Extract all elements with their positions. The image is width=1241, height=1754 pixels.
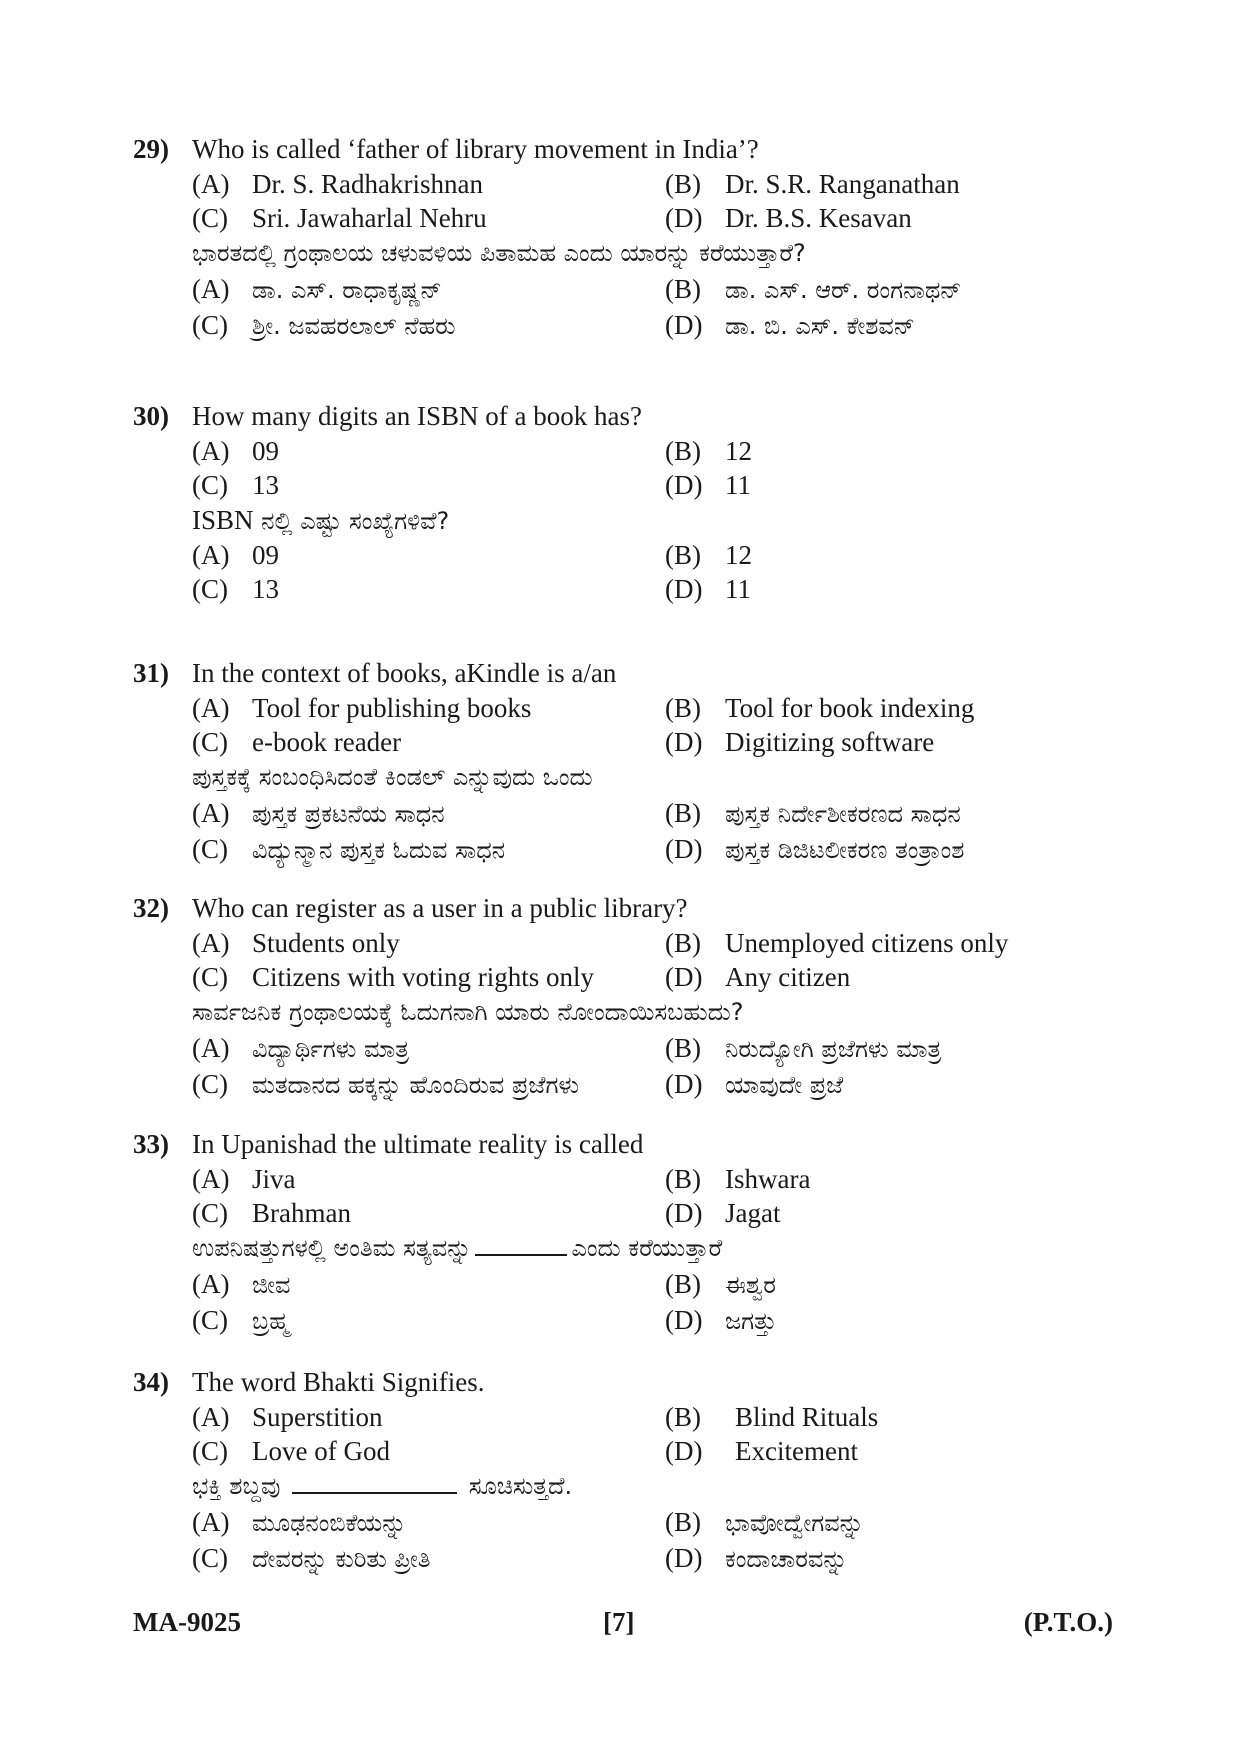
option-c: (C) Sri. Jawaharlal Nehru xyxy=(192,203,487,233)
option-a-kannada: (A) ಪುಸ್ತಕ ಪ್ರಕಟನೆಯ ಸಾಧನ xyxy=(192,798,445,828)
question-text: Who is called ‘father of library movement in India’? xyxy=(192,134,759,164)
option-a-kannada: (A) ಜೀವ xyxy=(192,1269,291,1299)
question-text: Who can register as a user in a public library? xyxy=(192,893,688,923)
question-text: How many digits an ISBN of a book has? xyxy=(192,401,642,431)
question-31 xyxy=(133,655,1133,867)
question-32 xyxy=(133,890,1133,1102)
question-text: In the context of books, aKindle is a/an xyxy=(192,658,617,688)
option-a: (A) 09 xyxy=(192,436,279,466)
question-text-kannada: ಭಾರತದಲ್ಲಿ ಗ್ರಂಥಾಲಯ ಚಳುವಳಿಯ ಪಿತಾಮಹ ಎಂದು ಯಾರನ್ನು ಕರೆಯುತ್ತಾರೆ? xyxy=(192,239,806,267)
option-c: (C) e-book reader xyxy=(192,727,402,757)
option-d: (D) 11 xyxy=(665,470,751,500)
option-d-kannada: (D) 11 xyxy=(665,574,751,604)
option-b-kannada: (B) ಭಾವೋದ್ವೇಗವನ್ನು xyxy=(665,1507,864,1537)
option-a-kannada: (A) ಡಾ. ಎಸ್. ರಾಧಾಕೃಷ್ಣನ್ xyxy=(192,274,442,304)
option-a: (A) Superstition xyxy=(192,1402,383,1432)
option-d-kannada: (D) ಕಂದಾಚಾರವನ್ನು xyxy=(665,1543,848,1573)
option-c-kannada: (C) ಬ್ರಹ್ಮ xyxy=(192,1305,290,1335)
option-c-kannada: (C) ಮತದಾನದ ಹಕ್ಕನ್ನು ಹೊಂದಿರುವ ಪ್ರಜೆಗಳು xyxy=(192,1069,580,1099)
answer-blank xyxy=(475,1250,567,1256)
option-c: (C) 13 xyxy=(192,470,279,500)
question-text-kannada: ಉಪನಿಷತ್ತುಗಳಲ್ಲಿ ಅಂತಿಮ ಸತ್ಯವನ್ನು ಎಂದು ಕರೆಯುತ್ತಾರೆ xyxy=(192,1234,723,1262)
option-b-kannada: (B) ಈಶ್ವರ xyxy=(665,1269,776,1299)
option-a: (A) Students only xyxy=(192,928,400,958)
question-text-kannada: ಸಾರ್ವಜನಿಕ ಗ್ರಂಥಾಲಯಕ್ಕೆ ಓದುಗನಾಗಿ ಯಾರು ನೋಂದಾಯಿಸಬಹುದು? xyxy=(192,998,744,1026)
option-d-kannada: (D) ಜಗತ್ತು xyxy=(665,1305,777,1335)
option-c-kannada: (C) 13 xyxy=(192,574,279,604)
option-a-kannada: (A) ಮೂಢನಂಬಿಕೆಯನ್ನು xyxy=(192,1507,407,1537)
option-c-kannada: (C) ಶ್ರೀ. ಜವಹರಲಾಲ್ ನೆಹರು xyxy=(192,310,456,340)
option-b: (B) Ishwara xyxy=(665,1164,811,1194)
option-b: (B) Unemployed citizens only xyxy=(665,928,1009,958)
option-b-kannada: (B) ನಿರುದ್ಯೋಗಿ ಪ್ರಜೆಗಳು ಮಾತ್ರ xyxy=(665,1033,942,1063)
option-b-kannada: (B) 12 xyxy=(665,540,752,570)
pto-label: (P.T.O.) xyxy=(1023,1607,1113,1637)
answer-blank xyxy=(292,1488,457,1494)
option-c-kannada: (C) ವಿದ್ಯುನ್ಮಾನ ಪುಸ್ತಕ ಓದುವ ಸಾಧನ xyxy=(192,834,506,864)
option-c: (C) Citizens with voting rights only xyxy=(192,962,594,992)
option-b-kannada: (B) ಪುಸ್ತಕ ನಿರ್ದೇಶೀಕರಣದ ಸಾಧನ xyxy=(665,798,961,828)
option-d: (D) Any citizen xyxy=(665,962,851,992)
question-number: 33) xyxy=(133,1129,169,1159)
question-30 xyxy=(133,398,1133,606)
option-c: (C) Love of God xyxy=(192,1436,390,1466)
paper-code: MA-9025 xyxy=(133,1607,241,1637)
option-d-kannada: (D) ಪುಸ್ತಕ ಡಿಜಿಟಲೀಕರಣ ತಂತ್ರಾಂಶ xyxy=(665,834,965,864)
option-b: (B) Tool for book indexing xyxy=(665,693,975,723)
option-a-kannada: (A) ವಿದ್ಯಾರ್ಥಿಗಳು ಮಾತ್ರ xyxy=(192,1033,410,1063)
question-number: 30) xyxy=(133,401,169,431)
page-number: [7] xyxy=(603,1607,635,1637)
option-d: (D) Jagat xyxy=(665,1198,781,1228)
question-text-kannada: ISBN ನಲ್ಲಿ ಎಷ್ಟು ಸಂಖ್ಯೆಗಳಿವೆ? xyxy=(192,505,450,535)
option-a: (A) Dr. S. Radhakrishnan xyxy=(192,169,483,199)
option-b: (B) 12 xyxy=(665,436,752,466)
option-d: (D) Dr. B.S. Kesavan xyxy=(665,203,912,233)
question-34 xyxy=(133,1364,1133,1576)
question-text: In Upanishad the ultimate reality is called xyxy=(192,1129,644,1159)
question-33 xyxy=(133,1126,1133,1338)
question-text-kannada: ಭಕ್ತಿ ಶಬ್ದವು ಸೂಚಿಸುತ್ತದೆ. xyxy=(192,1472,573,1500)
question-text-kannada: ಪುಸ್ತಕಕ್ಕೆ ಸಂಬಂಧಿಸಿದಂತೆ ಕಿಂಡಲ್ ಎನ್ನುವುದು ಒಂದು xyxy=(192,763,593,791)
option-b-kannada: (B) ಡಾ. ಎಸ್. ಆರ್. ರಂಗನಾಥನ್ xyxy=(665,274,962,304)
question-number: 34) xyxy=(133,1367,169,1397)
option-d-kannada: (D) ಯಾವುದೇ ಪ್ರಜೆ xyxy=(665,1069,844,1099)
option-d: (D) Digitizing software xyxy=(665,727,935,757)
option-b: (B) Blind Rituals xyxy=(665,1402,879,1432)
option-d-kannada: (D) ಡಾ. ಬಿ. ಎಸ್. ಕೇಶವನ್ xyxy=(665,310,915,340)
question-number: 31) xyxy=(133,658,169,688)
question-29 xyxy=(133,131,1133,343)
option-c: (C) Brahman xyxy=(192,1198,351,1228)
page-footer xyxy=(133,1607,1113,1643)
option-a: (A) Tool for publishing books xyxy=(192,693,532,723)
option-b: (B) Dr. S.R. Ranganathan xyxy=(665,169,960,199)
option-c-kannada: (C) ದೇವರನ್ನು ಕುರಿತು ಪ್ರೀತಿ xyxy=(192,1543,431,1573)
question-text: The word Bhakti Signifies. xyxy=(192,1367,485,1397)
option-a: (A) Jiva xyxy=(192,1164,296,1194)
question-number: 29) xyxy=(133,134,169,164)
option-d: (D) Excitement xyxy=(665,1436,858,1466)
question-number: 32) xyxy=(133,893,169,923)
option-a-kannada: (A) 09 xyxy=(192,540,279,570)
